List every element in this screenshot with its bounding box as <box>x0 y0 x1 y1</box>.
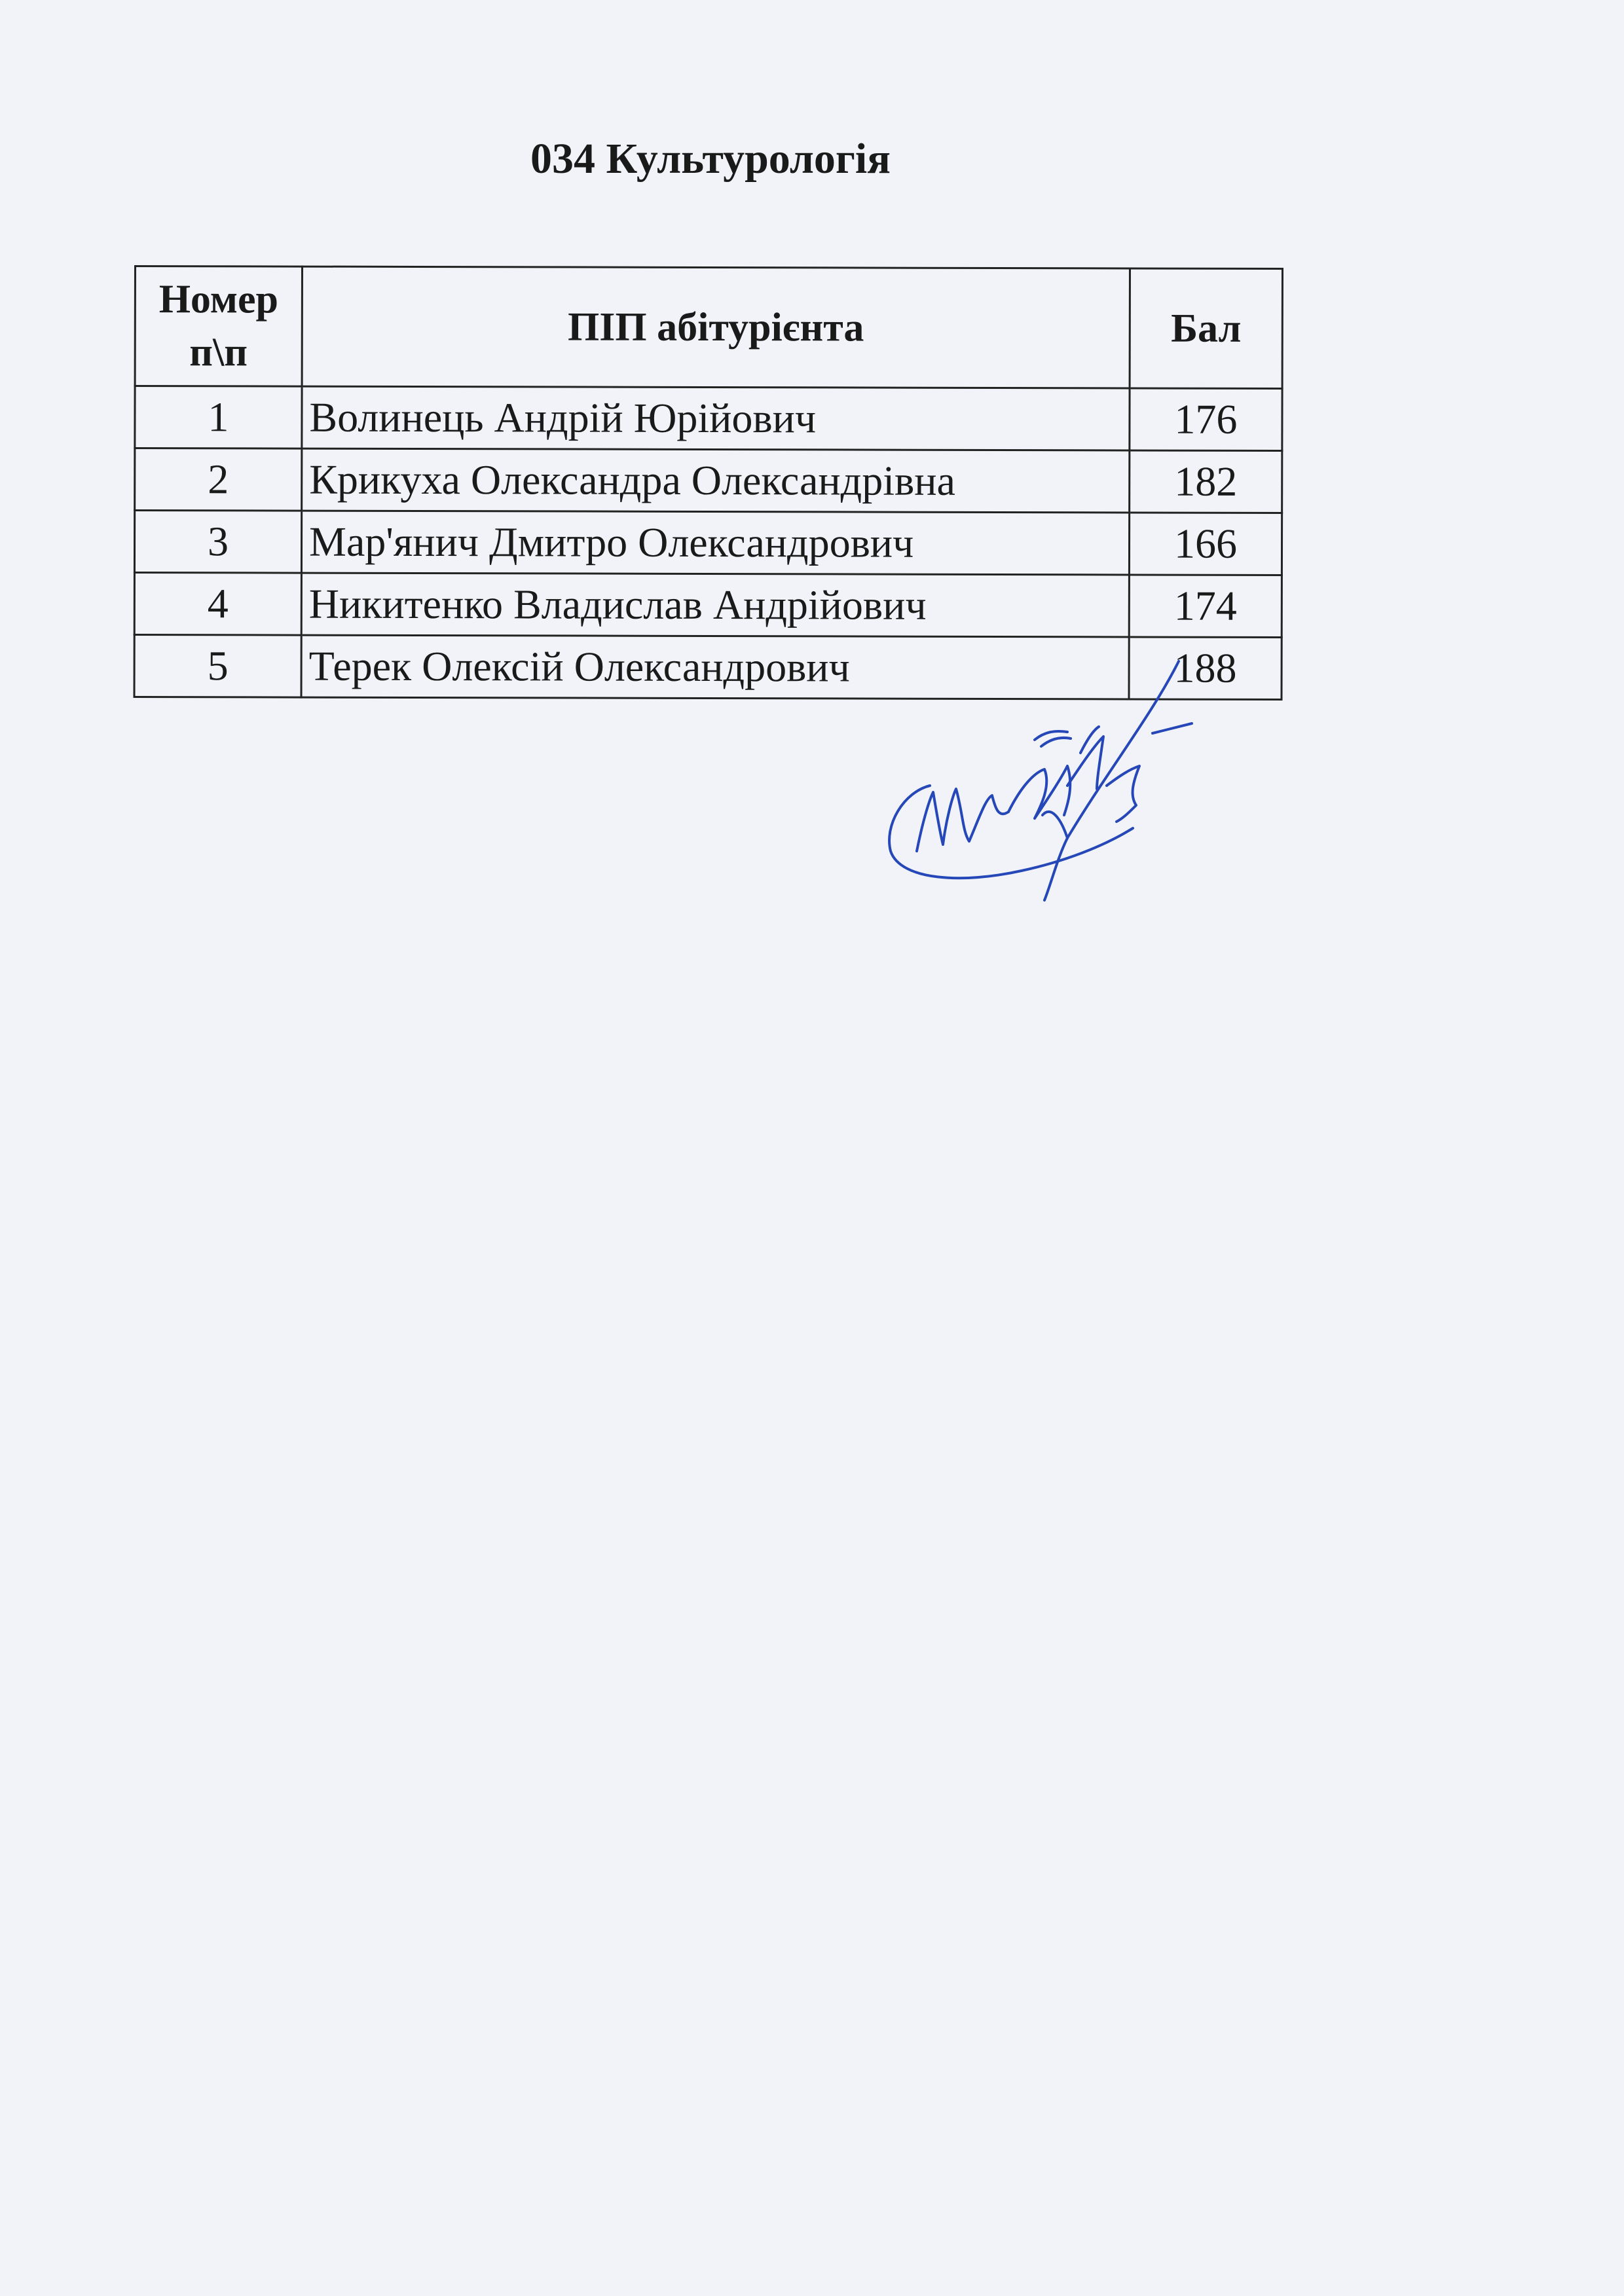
row-name: Волинець Андрій Юрійович <box>302 386 1130 450</box>
table-row <box>134 511 1282 575</box>
row-score: 188 <box>1129 637 1282 700</box>
table-row <box>134 573 1282 638</box>
row-number: 2 <box>135 448 302 511</box>
header-name: ПІП абітурієнта <box>302 266 1130 388</box>
row-number: 3 <box>134 511 301 574</box>
header-score: Бал <box>1130 268 1282 389</box>
table-row <box>135 448 1282 513</box>
row-name: Мар'янич Дмитро Олександрович <box>301 511 1129 575</box>
row-score: 166 <box>1129 513 1282 575</box>
row-name: Терек Олексій Олександрович <box>301 635 1129 699</box>
row-score: 176 <box>1130 388 1282 451</box>
table-row <box>135 386 1282 451</box>
row-number: 5 <box>134 635 301 698</box>
row-number: 4 <box>134 573 301 636</box>
row-number: 1 <box>135 386 302 449</box>
row-name: Крикуха Олександра Олександрівна <box>302 448 1130 513</box>
row-score: 182 <box>1130 450 1282 513</box>
row-score: 174 <box>1129 575 1282 638</box>
row-name: Никитенко Владислав Андрійович <box>301 573 1129 637</box>
header-number: Номер п\п <box>135 266 302 387</box>
table-header-row <box>135 266 1282 389</box>
page-title: 034 Культурологія <box>530 135 891 183</box>
handwritten-signature <box>871 655 1198 910</box>
applicants-table <box>134 265 1283 701</box>
